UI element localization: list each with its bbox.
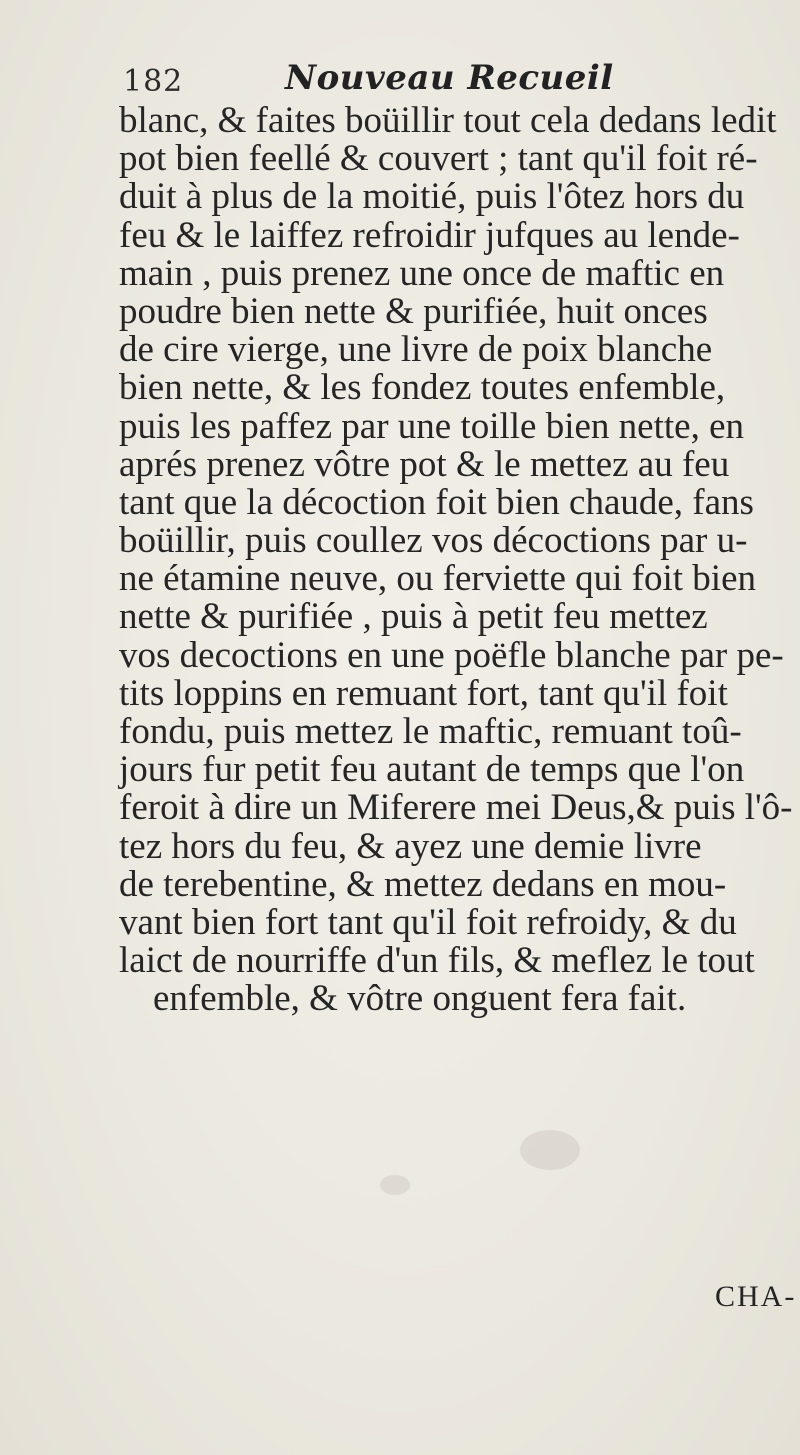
text-line: tez hors du feu, & ayez une demie livre	[119, 825, 702, 867]
catchword: CHA-	[715, 1280, 797, 1313]
text-line: tant que la décoction foit bien chaude, fans	[119, 481, 754, 523]
text-line: main , puis prenez une once de maftic en	[119, 252, 725, 294]
text-line: ne étamine neuve, ou ferviette qui foit bien	[119, 558, 756, 600]
text-line: blanc, & faites boüillir tout cela dedans ledit	[119, 100, 777, 141]
text-line: fondu, puis mettez le maftic, remuant toû-	[119, 711, 742, 752]
text-line: pot bien feellé & couvert ; tant qu'il foit ré-	[119, 138, 758, 180]
running-title: Nouveau Recueil	[285, 58, 614, 98]
text-line: vos decoctions en une poëfle blanche par pe-	[119, 634, 784, 676]
text-line: duit à plus de la moitié, puis l'ôtez hors du	[119, 176, 745, 218]
text-line: de cire vierge, une livre de poix blanche	[119, 329, 713, 371]
page-stain	[520, 1130, 580, 1170]
text-line: aprés prenez vôtre pot & le mettez au feu	[119, 443, 730, 485]
text-line: laict de nourriffe d'un fils, & meflez le tout	[119, 940, 755, 982]
text-line: poudre bien nette & purifiée, huit onces	[119, 290, 708, 332]
text-line: feroit à dire un Miferere mei Deus,& puis l'ô-	[119, 787, 793, 829]
text-line: tits loppins en remuant fort, tant qu'il foit	[119, 672, 728, 714]
text-line: boüillir, puis coullez vos décoctions par u-	[119, 520, 748, 562]
page-stain	[380, 1175, 410, 1195]
page-number: 182	[123, 64, 184, 99]
text-line-last: enfemble, & vôtre onguent fera fait.	[153, 978, 687, 1020]
text-line: feu & le laiffez refroidir jufques au lende-	[119, 214, 740, 256]
text-line: vant bien fort tant qu'il foit refroidy, & du	[119, 901, 737, 943]
text-line: bien nette, & les fondez toutes enfemble,	[119, 367, 726, 409]
text-line: jours fur petit feu autant de temps que l'on	[119, 749, 745, 791]
body-text	[119, 102, 799, 1019]
text-line: puis les paffez par une toille bien nette, en	[119, 405, 745, 447]
text-line: de terebentine, & mettez dedans en mou-	[119, 863, 727, 905]
text-line: nette & purifiée , puis à petit feu mettez	[119, 596, 708, 638]
